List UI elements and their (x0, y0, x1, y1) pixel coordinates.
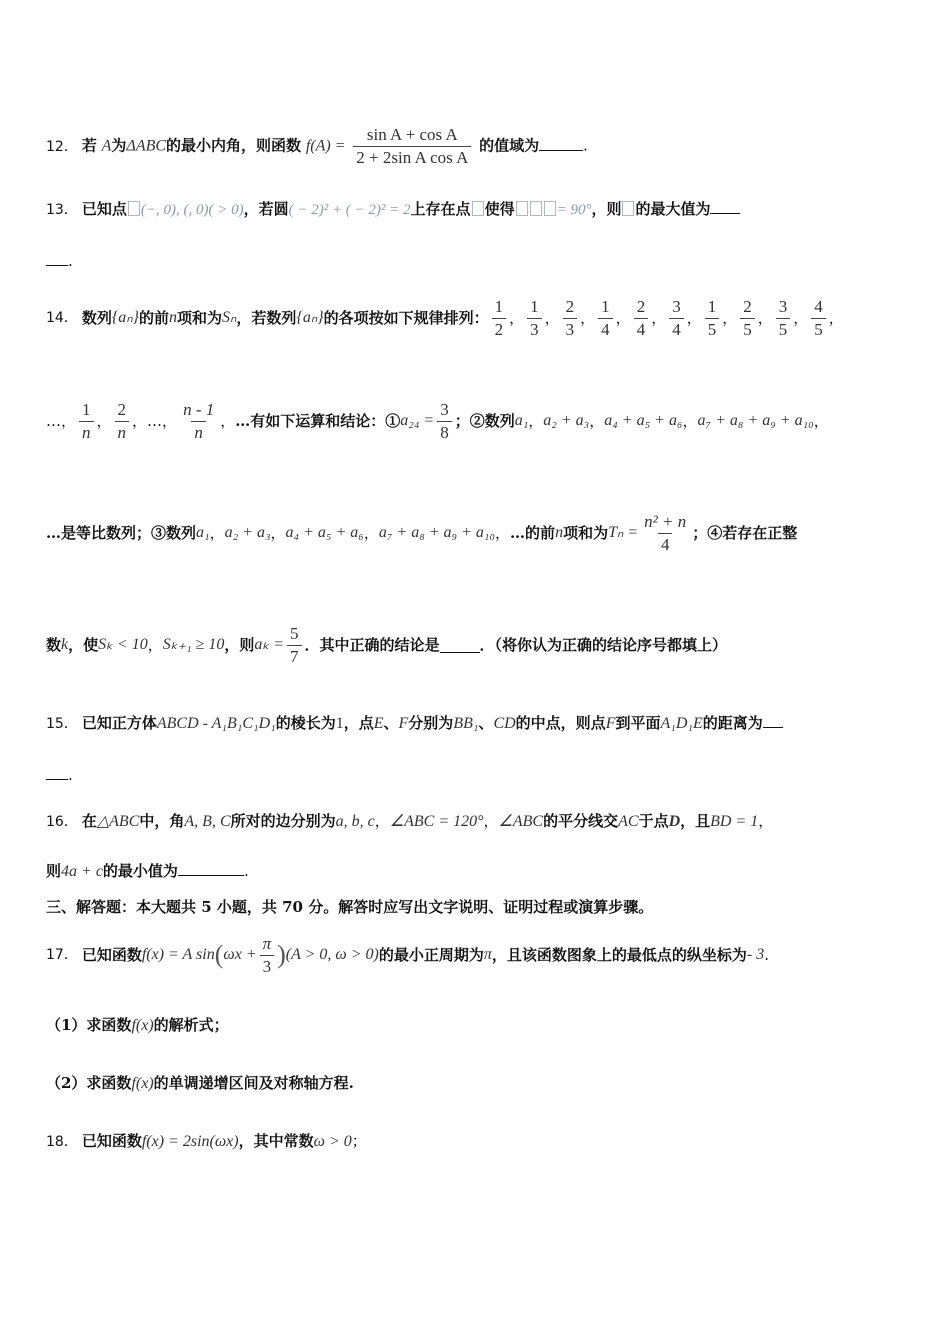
fraction (705, 296, 720, 341)
missing-glyph-icon (472, 201, 484, 216)
fraction (563, 296, 578, 341)
fraction (527, 296, 542, 341)
separator: ， (651, 309, 667, 327)
fraction-numerator: 2 (636, 296, 646, 316)
section-heading: 三、解答题：本大题共 5 小题，共 70 分。解答时应写出文字说明、证明过程或演算步骤。 (46, 898, 654, 916)
fraction: $\frac{5}{7}$ (287, 623, 302, 668)
fraction: $\frac{\text{sin A + cos A}}{\text{2 + 2sin A cos A}}$ (353, 124, 471, 169)
answer-blank (763, 713, 783, 728)
fraction-denominator: 5 (705, 318, 720, 341)
fraction: $\frac{\text{n² + n}}{4}$ (644, 511, 687, 554)
question-15-cont: . (46, 764, 910, 786)
fraction-denominator: 4 (598, 318, 613, 341)
fraction-denominator: 3 (563, 318, 578, 341)
fraction-numerator: 1 (601, 296, 610, 316)
question-14-line-3: …是等比数列；③数列 a₁ ， a₂ + a₃ ， a₄ + a₅ + a₆ ， a₇ + a₈ + a₉ + a₁₀ ， …的前 n 项和为 Tₙ = $\frac{\text{n² + n}}{4}$ ；④若存在正整 (46, 511, 798, 554)
fraction-numerator: 1 (494, 296, 504, 316)
separator: ， (544, 309, 560, 327)
fraction-denominator: 3 (527, 318, 542, 341)
fraction (811, 296, 826, 341)
fraction (740, 296, 755, 341)
fraction-numerator: 2 (743, 296, 752, 316)
fraction: $\frac{\pi}{3}$ (260, 933, 275, 978)
fraction: $\frac{1}{n}$ (79, 399, 94, 444)
separator: ， (793, 309, 809, 327)
question-number: 12． (46, 138, 78, 155)
answer-blank (46, 251, 68, 266)
missing-glyph-icon (622, 201, 634, 216)
answer-blank (539, 136, 583, 151)
fraction-denominator: 5 (740, 318, 755, 341)
missing-glyph-icon (544, 201, 556, 216)
question-16: 16． 在△ABC中，角A, B, C所对的边分别为a, b, c，∠ABC = 120°，∠ABC的平分线交AC于点D，且BD = 1， (46, 812, 774, 830)
fraction-numerator: 4 (814, 296, 823, 316)
fraction (492, 296, 507, 341)
fraction-denominator: 5 (811, 318, 826, 341)
separator: ， (509, 309, 525, 327)
fraction-numerator: 3 (778, 296, 788, 316)
fraction-numerator: 3 (672, 296, 681, 316)
question-17-part-1: （1）求函数f(x)的解析式； (46, 1016, 229, 1034)
separator: ， (722, 309, 738, 327)
missing-glyph-icon (128, 201, 140, 216)
fraction-numerator: 1 (707, 296, 717, 316)
fraction (598, 296, 613, 341)
fraction (669, 296, 684, 341)
answer-blank (178, 861, 244, 876)
fraction (776, 296, 791, 341)
question-12: 12． 若 A为ΔABC的最小内角，则函数 f(A) = $\frac{\text{sin A + cos A}}{\text{2 + 2sin A cos A}}$ 的值域为 . (46, 125, 588, 167)
question-14-line-4: 数 k ，使 Sₖ < 10 ， Sₖ₊₁ ≥ 10 ，则 aₖ = $\frac{5}{7}$ ．其中正确的结论是 ．（将你认为正确的结论序号都填上） (46, 623, 728, 666)
fraction: $\frac{3}{8}$ (437, 399, 452, 444)
separator: ， (686, 309, 702, 327)
answer-blank (46, 765, 68, 780)
question-14-line-2: … ， $\frac{1}{n}$ ， $\frac{2}{n}$ ， … ， $\frac{n - 1}{n}$ ， …有如下运算和结论：① a₂₄ = $\frac{3}{8}$ ；②数列 a₁ ， a₂ + a₃ ， a₄ + a₅ + a₆ ， a₇ + a₈ + a₉ + a₁₀ ， (46, 399, 829, 442)
fraction-denominator: 2 (492, 318, 507, 341)
separator: ， (580, 309, 596, 327)
question-16-cont: 则4a + c的最小值为 . (46, 862, 249, 880)
fraction-denominator: 4 (669, 318, 684, 341)
missing-glyph-icon (530, 201, 542, 216)
separator: ， (757, 309, 773, 327)
fraction: $\frac{2}{n}$ (115, 399, 130, 444)
question-15: 15． 已知正方体ABCD - A₁B₁C₁D₁的棱长为1，点E、F分别为BB₁、CD的中点，则点F到平面A₁D₁E的距离为 (46, 712, 910, 735)
fraction-sequence (489, 296, 844, 341)
question-17-part-2: （2）求函数f(x)的单调递增区间及对称轴方程. (46, 1074, 354, 1092)
fraction-denominator: 4 (634, 318, 649, 341)
question-18: 18． 已知函数f(x) = 2sin(ωx)，其中常数ω > 0； (46, 1132, 367, 1150)
fraction-numerator: 1 (530, 296, 539, 316)
fraction: $\frac{n - 1}{n}$ (183, 399, 215, 442)
separator: ， (615, 309, 631, 327)
question-17: 17． 已知函数 f(x) = A sin ( ωx + $\frac{\pi}{3}$ ) (A > 0, ω > 0) 的最小正周期为 π ，且该函数图象上的最低点的纵坐标为 - 3 . (46, 933, 769, 976)
answer-blank (710, 199, 740, 214)
question-13-cont: . (46, 250, 910, 272)
question-13: 13． 已知点 (−, 0), (, 0)( > 0)，若圆( − 2)² + ( − 2)² = 2上存在点 使得 = 90°，则 的最大值为 (46, 198, 910, 221)
fraction (634, 296, 649, 341)
question-14: 14． 数列 {aₙ} 的前 n 项和为 Sₙ ，若数列 {aₙ} 的各项按如下规律排列： $\frac{1}{2}$ ， $\frac{1}{3}$ ， $\frac{2}{3}$ ， $\frac{1}{4}$ ， $\frac{2}{4}$ ， $\frac{3}{4}$ ， $\frac{1}{5}$ ， $\frac{2}{5}$ ， $\frac{3}{5}$ ， $\frac{4}{5}$ ， (46, 296, 844, 339)
missing-glyph-icon (516, 201, 528, 216)
separator: ， (828, 309, 844, 327)
answer-blank (440, 638, 480, 653)
fraction-denominator: 5 (776, 318, 791, 341)
fraction-numerator: 2 (565, 296, 575, 316)
